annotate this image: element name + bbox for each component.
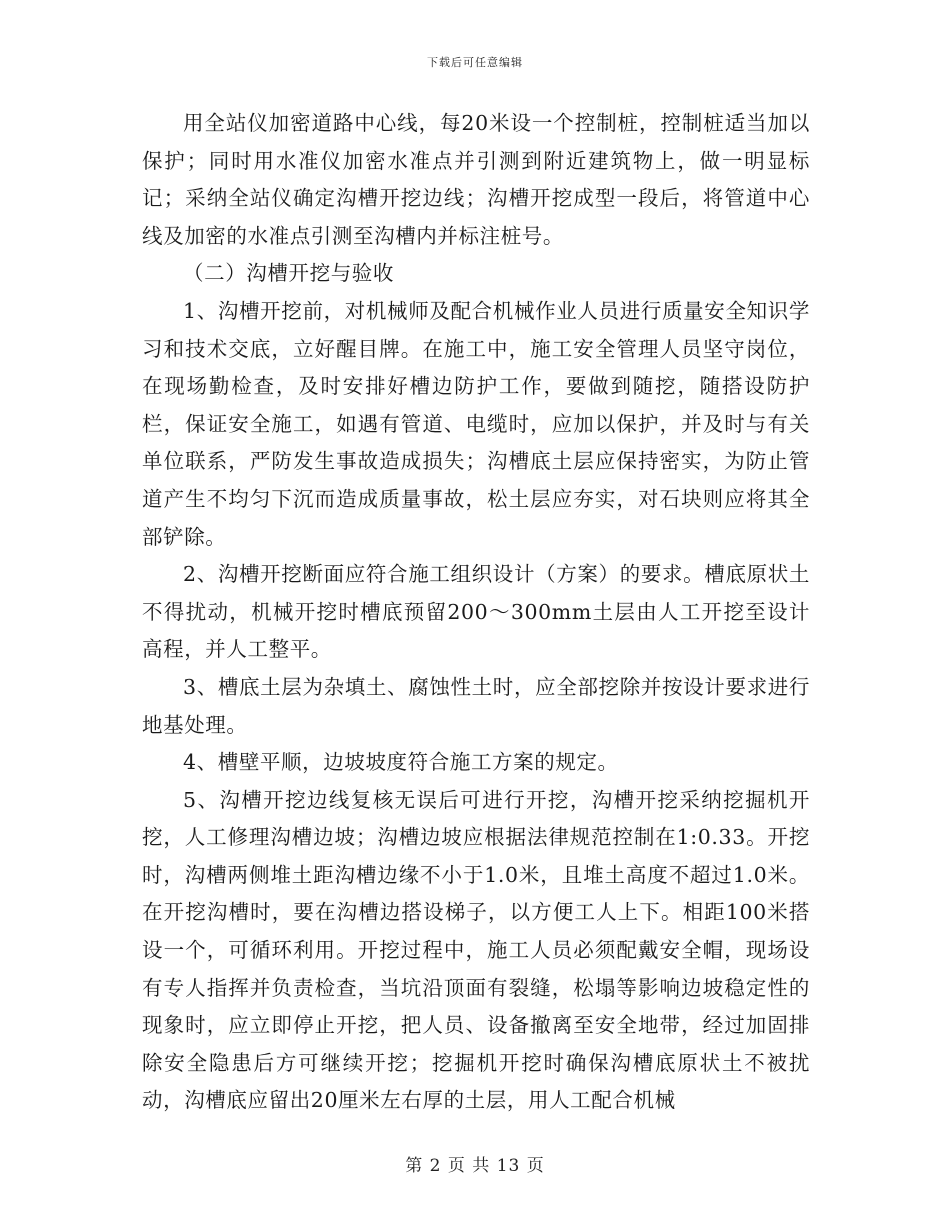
page-header: 下载后可任意编辑 [427,56,523,69]
paragraph-item-5: 5、沟槽开挖边线复核无误后可进行开挖，沟槽开挖采纳挖掘机开挖，人工修理沟槽边坡；沟槽边坡应根据法律规范控制在1:0.33。开挖时，沟槽两侧堆土距沟槽边缘不小于1.0米，且堆土高度不超过1.0米。在开挖沟槽时，要在沟槽边搭设梯子，以方便工人上下。相距100米搭设一个，可循环利用。开挖过程中，施工人员必须配戴安全帽，现场设有专人指挥并负责检查，当坑沿顶面有裂缝，松塌等影响边坡稳定性的现象时，应立即停止开挖，把人员、设备撤离至安全地带，经过加固排除安全隐患后方可继续开挖；挖掘机开挖时确保沟槽底原状土不被扰动，沟槽底应留出20厘米左右厚的土层，用人工配合机械 [142,787,810,1113]
page-number-footer: 第 2 页 共 13 页 [405,1156,545,1176]
paragraph-item-2: 2、沟槽开挖断面应符合施工组织设计（方案）的要求。槽底原状土不得扰动，机械开挖时槽底预留200～300mm土层由人工开挖至设计高程，并人工整平。 [142,562,810,662]
document-body [142,105,810,1120]
paragraph-item-1: 1、沟槽开挖前，对机械师及配合机械作业人员进行质量安全知识学习和技术交底，立好醒目牌。在施工中，施工安全管理人员坚守岗位，在现场勤检查，及时安排好槽边防护工作，要做到随挖，随搭设防护栏，保证安全施工，如遇有管道、电缆时，应加以保护，并及时与有关单位联系，严防发生事故造成损失；沟槽底土层应保持密实，为防止管道产生不均匀下沉而造成质量事故，松土层应夯实，对石块则应将其全部铲除。 [142,298,810,549]
paragraph-item-4: 4、槽壁平顺，边坡坡度符合施工方案的规定。 [183,750,619,775]
paragraph-survey-control: 用全站仪加密道路中心线，每20米设一个控制桩，控制桩适当加以保护；同时用水准仪加密水准点并引测到附近建筑物上，做一明显标记；采纳全站仪确定沟槽开挖边线；沟槽开挖成型一段后，将管道中心线及加密的水准点引测至沟槽内并标注桩号。 [142,111,810,248]
section-heading-trench-excavation: （二）沟槽开挖与验收 [183,261,394,286]
paragraph-item-3: 3、槽底土层为杂填土、腐蚀性土时，应全部挖除并按设计要求进行地基处理。 [142,674,810,737]
